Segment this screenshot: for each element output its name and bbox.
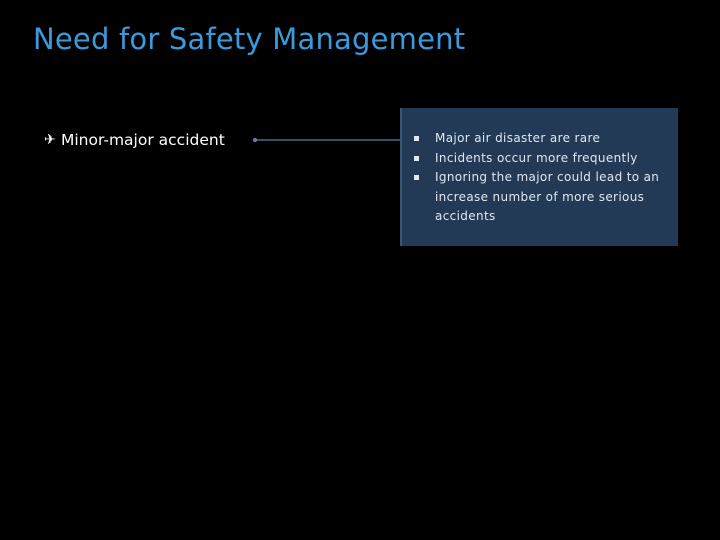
connector-line [252,137,402,143]
callout-item [414,149,668,169]
callout-item [414,168,668,227]
square-bullet-icon [414,175,419,180]
bullet-text: Minor-major accident [61,131,225,149]
callout-item-text: Major air disaster are rare [435,131,601,145]
callout-item [414,129,668,149]
callout-item-text: Incidents occur more frequently [435,150,638,165]
airplane-icon: ✈ [44,132,56,148]
square-bullet-icon [414,136,419,141]
callout-list [402,108,678,227]
callout-item-text: Ignoring the major could lead to an increase number of more serious accidents [435,170,660,223]
square-bullet-icon [414,156,419,161]
bullet-item [44,129,225,151]
callout-box [400,108,678,246]
slide-title: Need for Safety Management [33,22,466,56]
